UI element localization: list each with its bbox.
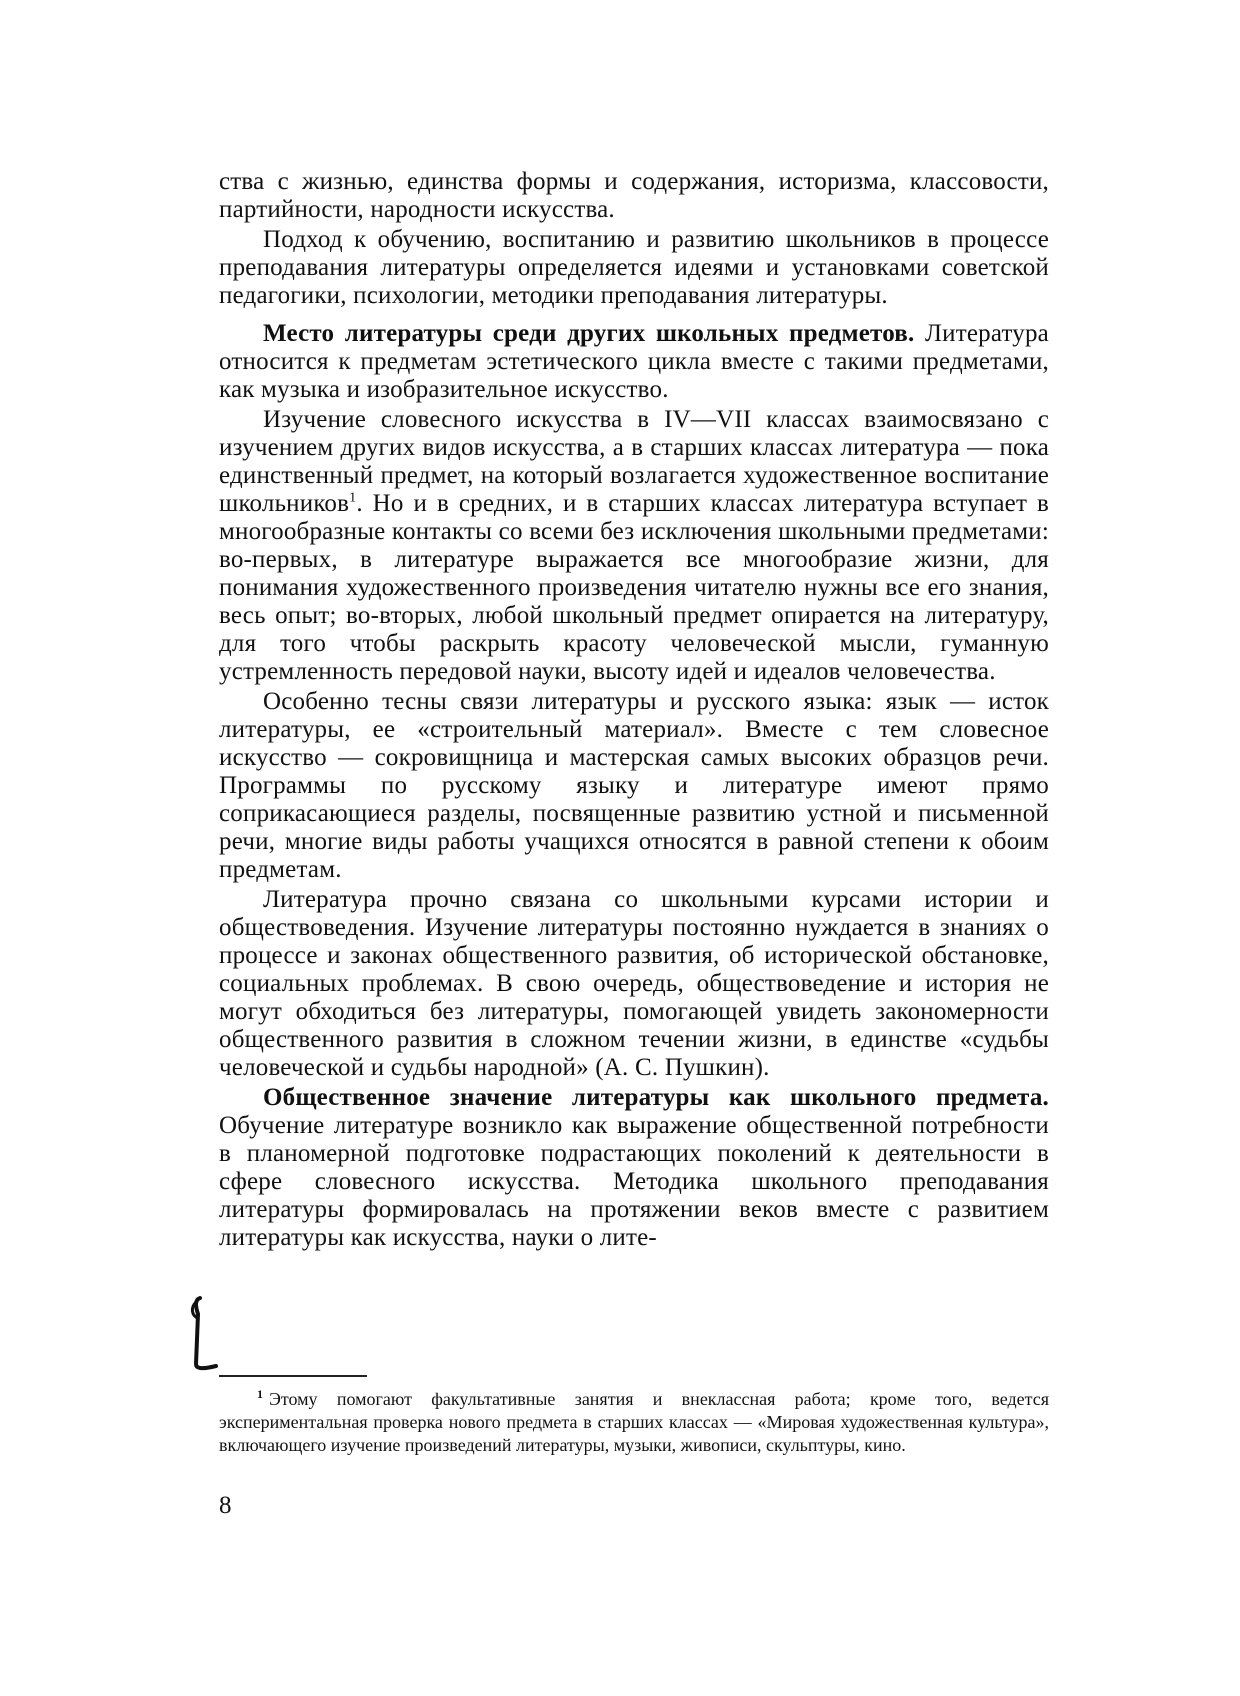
paragraph-1: ства с жизнью, единства формы и содержания, историзма, классовости, партийности, народности искусства. <box>219 168 1049 223</box>
footnote-divider <box>219 1375 367 1377</box>
section-heading-place-of-literature: Место литературы среди других школьных предметов. <box>263 320 915 347</box>
margin-bracket-mark <box>186 1294 222 1374</box>
paragraph-4-text-a: Изучение словесного искусства в IV—VII классах взаимосвязано с изучением других видов искусства, а в старших классах литература — пока единственный предмет, на который возлагается художественное воспитание школьников <box>219 406 1049 517</box>
paragraph-6: Литература прочно связана со школьными курсами истории и обществоведения. Изучение литературы постоянно нуждается в знаниях о процессе и законах общественного развития, об исторической обстановке, социальных проблемах. В свою очередь, обществоведение и история не могут обходиться без литературы, помогающей увидеть закономерности общественного развития в сложном течении жизни, в единстве «судьбы человеческой и судьбы народной» (А. С. Пушкин). <box>219 886 1049 1081</box>
paragraph-3-text: Литература относится к предметам эстетического цикла вместе с такими предметами, как музыка и изобразительное искусство. <box>219 320 1049 403</box>
paragraph-5: Особенно тесны связи литературы и русского языка: язык — исток литературы, ее «строительный материал». Вместе с тем словесное искусство — сокровищница и мастерская самых высоких образцов речи. Программы по русскому языку и литературе имеют прямо соприкасающиеся разделы, посвященные развитию устной и письменной речи, многие виды работы учащихся относятся в равной степени к обоим предметам. <box>219 688 1049 883</box>
paragraph-3 <box>219 320 1049 404</box>
section-heading-social-significance: Общественное значение литературы как школьного предмета. <box>263 1084 1049 1111</box>
footnote-text: Этому помогают факультативные занятия и внеклассная работа; кроме того, ведется экспериментальная проверка нового предмета в старших классах — «Мировая художественная культура», включающего изучение произведений литературы, музыки, живописи, скульптуры, кино. <box>219 1389 1049 1455</box>
paragraph-7 <box>219 1084 1049 1252</box>
paragraph-7-text: Обучение литературе возникло как выражение общественной потребности в планомерной подготовке подрастающих поколений к деятельности в сфере словесного искусства. Методика школьного преподавания литературы формировалась на протяжении веков вместе с развитием литературы как искусства, науки о лите- <box>219 1112 1049 1251</box>
footnote <box>219 1388 1049 1457</box>
footnote-reference: 1 <box>349 490 357 506</box>
page-body <box>219 168 1049 1252</box>
footnote-mark: 1 <box>257 1387 263 1401</box>
paragraph-2: Подход к обучению, воспитанию и развитию школьников в процессе преподавания литературы определяется идеями и установками советской педагогики, психологии, методики преподавания литературы. <box>219 226 1049 309</box>
paragraph-4-text-b: . Но и в средних, и в старших классах литература вступает в многообразные контакты со всеми без исключения школьными предметами: во-первых, в литературе выражается все многообразие жизни, для понимания художественного произведения читателю нужны все его знания, весь опыт; во-вторых, любой школьный предмет опирается на литературу, для того чтобы раскрыть красоту человеческой мысли, гуманную устремленность передовой науки, высоту идей и идеалов человечества. <box>219 490 1049 685</box>
paragraph-4 <box>219 406 1049 686</box>
page-number: 8 <box>219 1492 232 1519</box>
